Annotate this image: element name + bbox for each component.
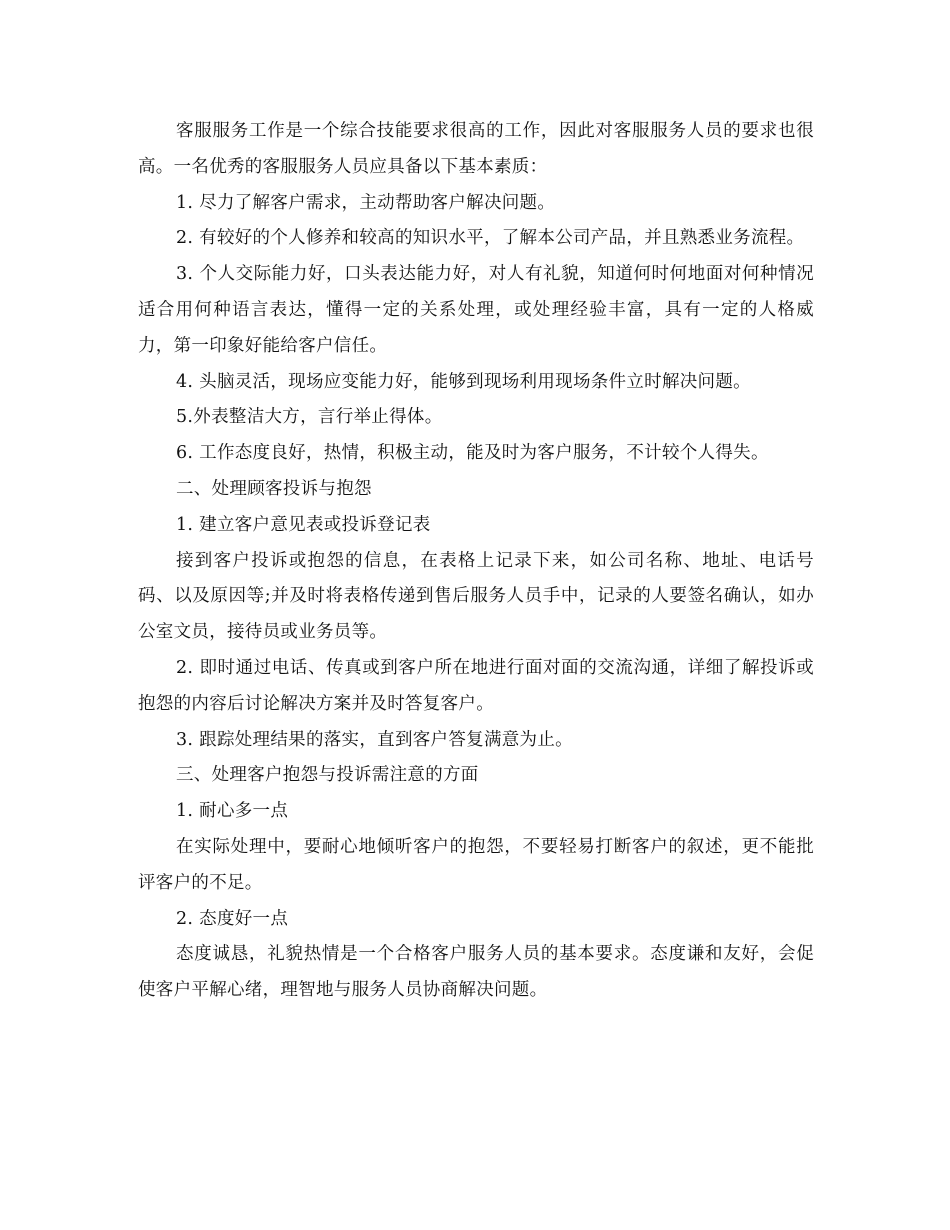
paragraph-2-3: 3. 跟踪处理结果的落实，直到客户答复满意为止。 xyxy=(176,729,573,750)
paragraph-item-6: 6. 工作态度良好，热情，积极主动，能及时为客户服务，不计较个人得失。 xyxy=(176,443,769,464)
paragraph-intro: 客服服务工作是一个综合技能要求很高的工作，因此对客服服务人员的要求也很高。一名优秀的客服服务人员应具备以下基本素质： xyxy=(138,121,814,177)
paragraph-item-5: 5.外表整洁大方，言行举止得体。 xyxy=(176,407,443,428)
paragraph-3-1-body: 在实际处理中，要耐心地倾听客户的抱怨，不要轻易打断客户的叙述，更不能批评客户的不足。 xyxy=(138,836,814,893)
paragraph-item-4: 4. 头脑灵活，现场应变能力好，能够到现场利用现场条件立时解决问题。 xyxy=(176,371,751,392)
subheading-3-2: 2. 态度好一点 xyxy=(176,908,289,929)
paragraph-3-2-body: 态度诚恳，礼貌热情是一个合格客户服务人员的基本要求。态度谦和友好，会促使客户平解心绪，理智地与服务人员协商解决问题。 xyxy=(138,944,814,1001)
paragraph-2-2: 2. 即时通过电话、传真或到客户所在地进行面对面的交流沟通，详细了解投诉或抱怨的内容后讨论解决方案并及时答复客户。 xyxy=(138,657,814,714)
paragraph-item-1: 1. 尽力了解客户需求，主动帮助客户解决问题。 xyxy=(176,192,556,213)
subheading-2-1: 1. 建立客户意见表或投诉登记表 xyxy=(176,514,431,535)
subheading-3-1: 1. 耐心多一点 xyxy=(176,801,289,822)
paragraph-item-2: 2. 有较好的个人修养和较高的知识水平，了解本公司产品，并且熟悉业务流程。 xyxy=(176,228,805,249)
paragraph-item-3: 3. 个人交际能力好，口头表达能力好，对人有礼貌，知道何时何地面对何种情况适合用何种语言表达，懂得一定的关系处理，或处理经验丰富，具有一定的人格威力，第一印象好能给客户信任。 xyxy=(138,264,814,356)
section-heading-3: 三、处理客户抱怨与投诉需注意的方面 xyxy=(176,765,479,786)
paragraph-2-1-body: 接到客户投诉或抱怨的信息，在表格上记录下来，如公司名称、地址、电话号码、以及原因等;并及时将表格传递到售后服务人员手中，记录的人要签名确认，如办公室文员，接待员或业务员等。 xyxy=(138,550,814,643)
document-body xyxy=(138,114,814,1009)
section-heading-2: 二、处理顾客投诉与抱怨 xyxy=(176,478,372,499)
